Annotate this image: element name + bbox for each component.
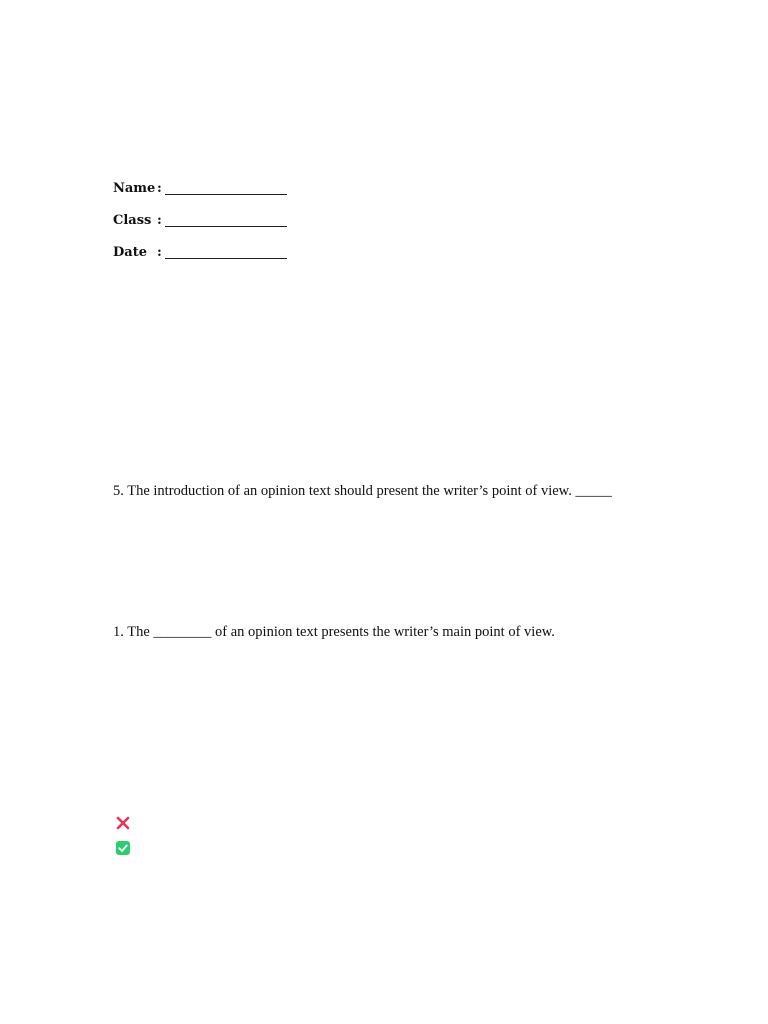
close-icon <box>115 815 131 831</box>
question-5: 5. The introduction of an opinion text should present the writer’s point of view. _____ <box>113 483 612 499</box>
date-colon: : <box>157 245 162 260</box>
name-blank-line[interactable] <box>165 180 287 195</box>
question-1: 1. The ________ of an opinion text presents the writer’s main point of view. <box>113 624 555 640</box>
date-field <box>113 241 287 261</box>
class-field <box>113 209 287 229</box>
class-colon: : <box>157 213 162 228</box>
name-colon: : <box>157 181 162 196</box>
class-blank-line[interactable] <box>165 212 287 227</box>
name-label: Name <box>113 181 156 196</box>
checkbox-checked-icon <box>115 840 131 856</box>
date-label: Date <box>113 245 147 260</box>
class-label: Class <box>113 213 152 228</box>
date-blank-line[interactable] <box>165 244 287 259</box>
name-field <box>113 177 287 197</box>
